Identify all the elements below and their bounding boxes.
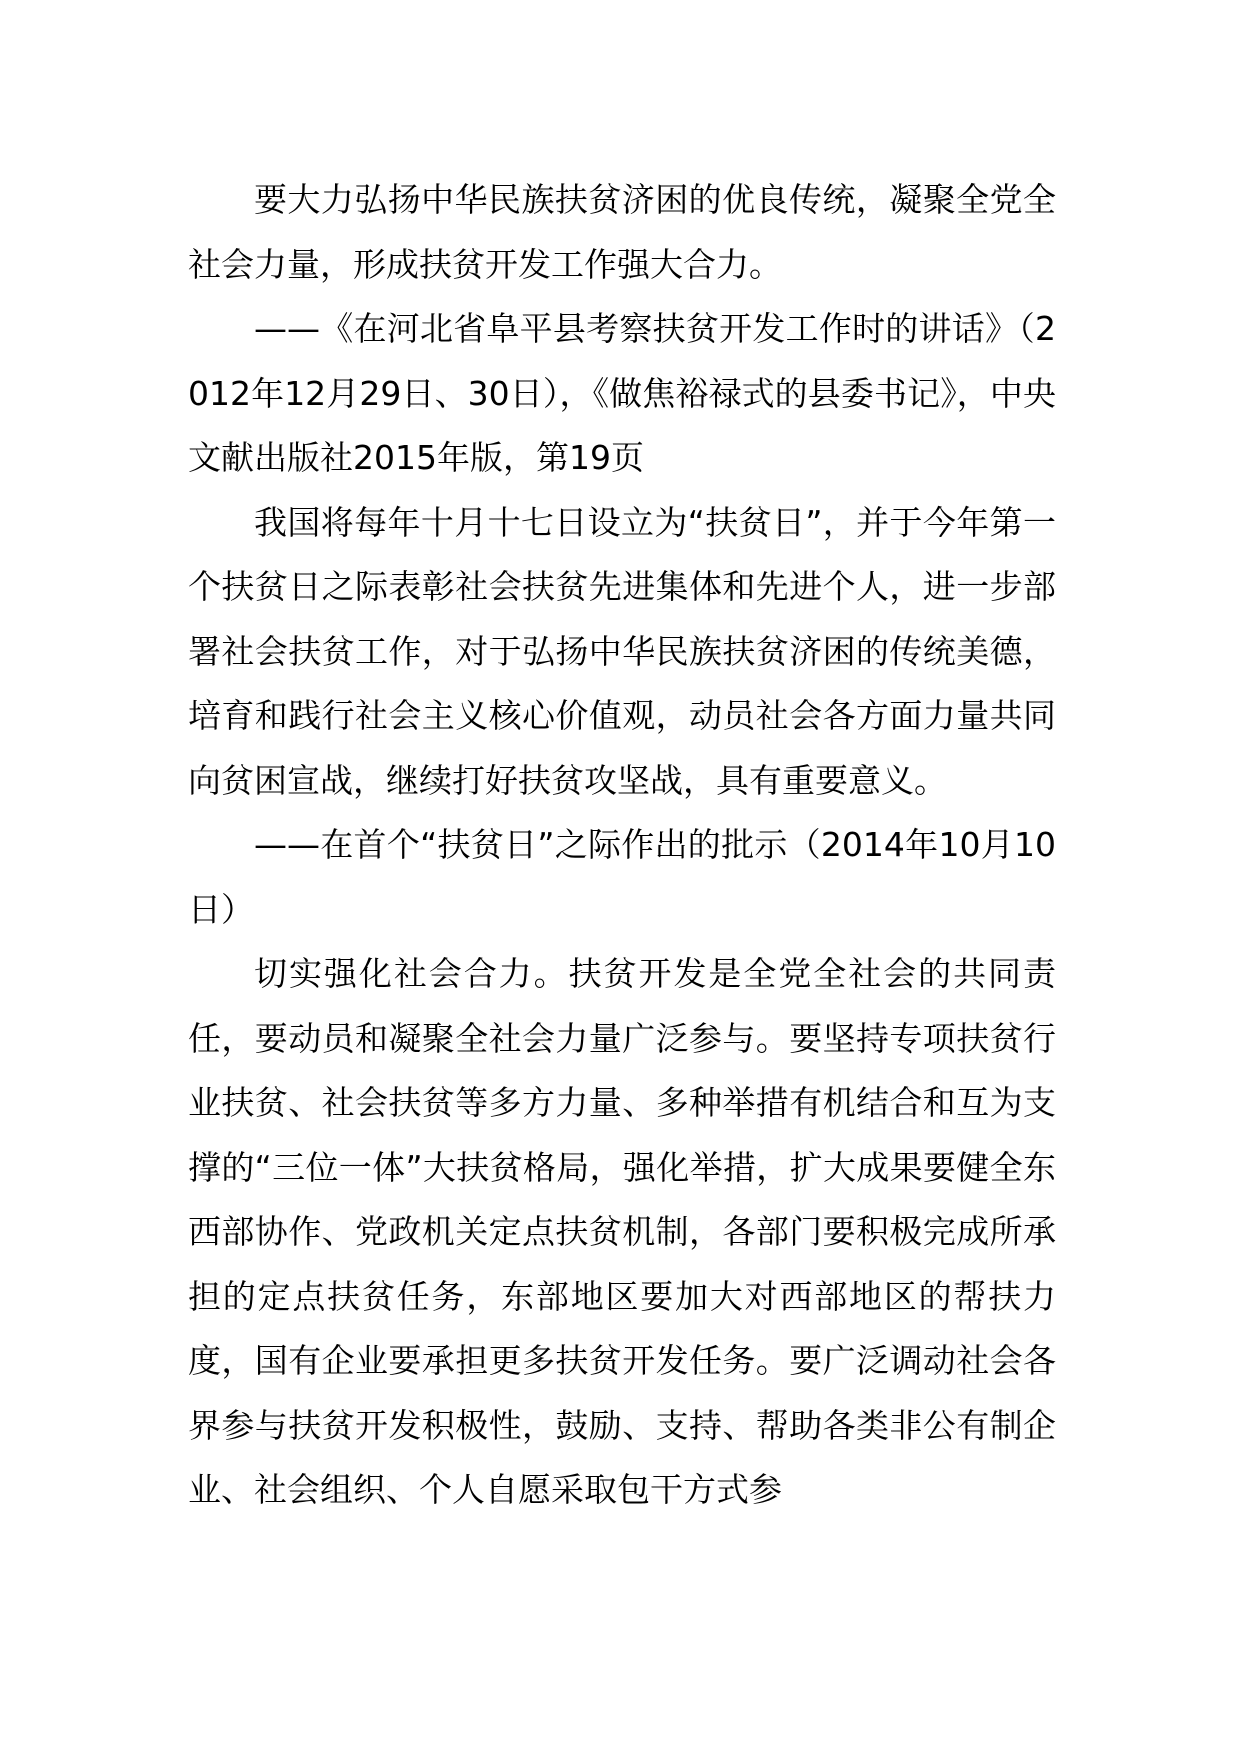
paragraph-source-1: ——《在河北省阜平县考察扶贫开发工作时的讲话》（2012年12月29日、30日），《做焦裕禄式的县委书记》，中央文献出版社2015年版，第19页 xyxy=(188,309,1056,477)
document-page xyxy=(188,168,1056,1523)
paragraph-source-2: ——在首个“扶贫日”之际作出的批示（2014年10月10日） xyxy=(188,825,1056,929)
paragraph-quote-3: 切实强化社会合力。扶贫开发是全党全社会的共同责任，要动员和凝聚全社会力量广泛参与。要坚持专项扶贫行业扶贫、社会扶贫等多方力量、多种举措有机结合和互为支撑的“三位一体”大扶贫格局，强化举措，扩大成果要健全东西部协作、党政机关定点扶贫机制，各部门要积极完成所承担的定点扶贫任务，东部地区要加大对西部地区的帮扶力度，国有企业要承担更多扶贫开发任务。要广泛调动社会各界参与扶贫开发积极性，鼓励、支持、帮助各类非公有制企业、社会组织、个人自愿采取包干方式参 xyxy=(188,954,1056,1509)
paragraph-quote-1: 要大力弘扬中华民族扶贫济困的优良传统，凝聚全党全社会力量，形成扶贫开发工作强大合力。 xyxy=(188,180,1056,284)
paragraph-quote-2: 我国将每年十月十七日设立为“扶贫日”，并于今年第一个扶贫日之际表彰社会扶贫先进集体和先进个人，进一步部署社会扶贫工作，对于弘扬中华民族扶贫济困的传统美德，培育和践行社会主义核心价值观，动员社会各方面力量共同向贫困宣战，继续打好扶贫攻坚战，具有重要意义。 xyxy=(188,502,1056,800)
